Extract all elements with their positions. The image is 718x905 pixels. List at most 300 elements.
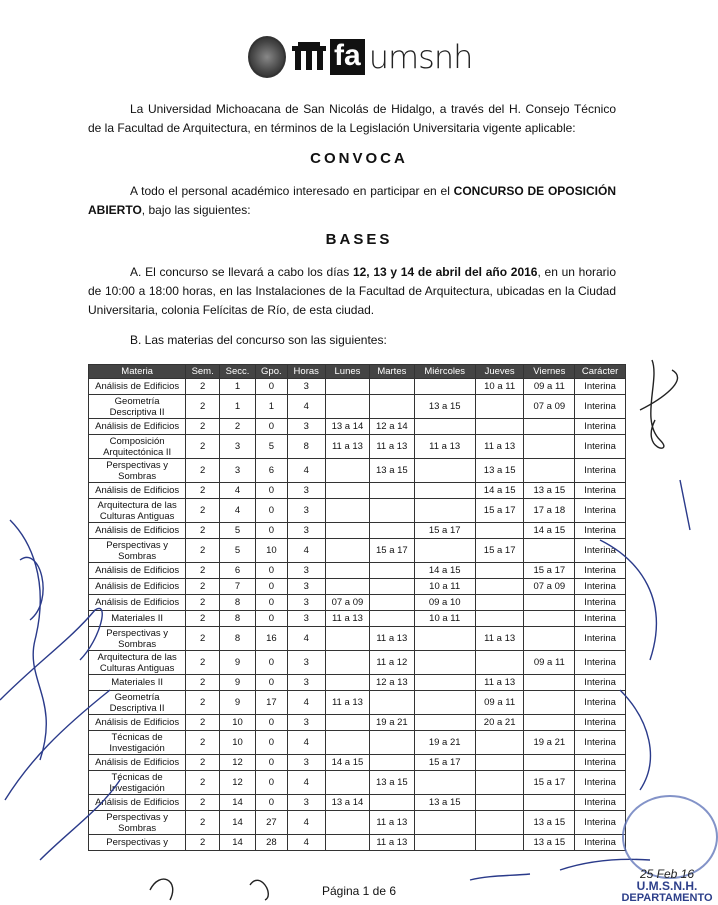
base-b-text: Las materias del concurso son las siguientes:	[141, 333, 387, 347]
table-cell: 0	[256, 483, 288, 499]
table-cell: 9	[220, 691, 256, 715]
materias-table	[88, 364, 626, 851]
table-cell: 8	[220, 611, 256, 627]
base-a-dates: 12, 13 y 14 de abril del año 2016	[352, 265, 538, 279]
table-cell	[524, 715, 575, 731]
page-footer: Página 1 de 6	[321, 884, 397, 898]
base-a-text-1: El concurso se llevará a cabo los días	[141, 265, 353, 279]
table-cell: 2	[186, 811, 220, 835]
table-cell	[524, 595, 575, 611]
cell-materia: Perspectivas y Sombras	[89, 459, 186, 483]
table-row	[89, 835, 626, 851]
table-cell: 10	[220, 715, 256, 731]
table-cell	[370, 523, 414, 539]
cell-materia: Técnicas de Investigación	[89, 771, 186, 795]
table-cell: 13 a 15	[524, 483, 575, 499]
col-header: Horas	[287, 365, 325, 379]
table-row	[89, 435, 626, 459]
table-cell: Interina	[575, 539, 626, 563]
table-cell: Interina	[575, 691, 626, 715]
table-cell: 11 a 13	[325, 611, 369, 627]
table-cell: 16	[256, 627, 288, 651]
table-cell	[524, 459, 575, 483]
table-cell: 1	[220, 395, 256, 419]
table-cell: 3	[287, 755, 325, 771]
table-cell: Interina	[575, 523, 626, 539]
col-header: Martes	[370, 365, 414, 379]
cell-materia: Análisis de Edificios	[89, 483, 186, 499]
table-cell: 3	[287, 595, 325, 611]
table-cell	[524, 675, 575, 691]
table-cell: 8	[220, 627, 256, 651]
table-cell: 3	[287, 419, 325, 435]
table-row	[89, 523, 626, 539]
table-cell	[414, 627, 475, 651]
table-cell: 4	[287, 771, 325, 795]
table-row	[89, 395, 626, 419]
table-cell: 2	[186, 627, 220, 651]
table-cell: 14 a 15	[475, 483, 524, 499]
table-cell	[475, 579, 524, 595]
table-cell: 2	[186, 771, 220, 795]
table-cell: Interina	[575, 811, 626, 835]
table-cell	[414, 459, 475, 483]
table-cell: 3	[287, 523, 325, 539]
cell-materia: Análisis de Edificios	[89, 755, 186, 771]
cell-materia: Análisis de Edificios	[89, 715, 186, 731]
table-cell: 15 a 17	[414, 523, 475, 539]
col-header: Materia	[89, 365, 186, 379]
table-row	[89, 731, 626, 755]
table-cell: 4	[220, 499, 256, 523]
table-cell: 2	[186, 675, 220, 691]
table-cell: 3	[287, 563, 325, 579]
table-cell: Interina	[575, 795, 626, 811]
convocatoria-paragraph	[88, 182, 616, 220]
table-cell	[475, 731, 524, 755]
table-cell: 15 a 17	[414, 755, 475, 771]
convocatoria-post: , bajo las siguientes:	[141, 203, 251, 217]
table-row	[89, 755, 626, 771]
col-header: Lunes	[325, 365, 369, 379]
table-cell: 5	[220, 539, 256, 563]
table-cell	[414, 539, 475, 563]
col-header: Gpo.	[256, 365, 288, 379]
table-cell: Interina	[575, 435, 626, 459]
table-cell: 09 a 11	[524, 651, 575, 675]
base-b-paragraph	[88, 331, 616, 350]
table-cell: 4	[287, 835, 325, 851]
table-cell: 2	[186, 731, 220, 755]
table-cell: 10 a 11	[475, 379, 524, 395]
table-cell: 19 a 21	[524, 731, 575, 755]
table-cell	[475, 563, 524, 579]
table-cell: 19 a 21	[414, 731, 475, 755]
table-cell	[524, 627, 575, 651]
base-a-paragraph	[88, 263, 616, 320]
cell-materia: Análisis de Edificios	[89, 795, 186, 811]
convoca-heading: CONVOCA	[310, 150, 408, 167]
table-cell	[325, 483, 369, 499]
table-cell	[475, 523, 524, 539]
table-cell: 0	[256, 715, 288, 731]
table-cell: 14 a 15	[325, 755, 369, 771]
table-cell: 11 a 13	[475, 675, 524, 691]
table-cell: 12	[220, 771, 256, 795]
table-cell: 4	[287, 811, 325, 835]
table-cell: 0	[256, 675, 288, 691]
table-cell: 1	[220, 379, 256, 395]
table-cell: 09 a 11	[475, 691, 524, 715]
table-cell	[325, 771, 369, 795]
table-row	[89, 771, 626, 795]
table-cell: 11 a 13	[325, 435, 369, 459]
table-row	[89, 795, 626, 811]
table-row	[89, 499, 626, 523]
col-header: Viernes	[524, 365, 575, 379]
cell-materia: Técnicas de Investigación	[89, 731, 186, 755]
table-cell: Interina	[575, 379, 626, 395]
table-cell: 7	[220, 579, 256, 595]
table-cell	[524, 755, 575, 771]
table-cell: 3	[287, 579, 325, 595]
table-cell: 3	[287, 715, 325, 731]
table-cell	[370, 611, 414, 627]
table-row	[89, 675, 626, 691]
table-cell: 09 a 11	[524, 379, 575, 395]
cell-materia: Análisis de Edificios	[89, 563, 186, 579]
table-cell	[414, 835, 475, 851]
table-cell: 13 a 15	[370, 771, 414, 795]
table-cell: Interina	[575, 611, 626, 627]
table-cell: 2	[186, 715, 220, 731]
table-cell: 09 a 10	[414, 595, 475, 611]
table-cell: 11 a 12	[370, 651, 414, 675]
table-cell: 17	[256, 691, 288, 715]
table-cell: Interina	[575, 627, 626, 651]
cell-materia: Análisis de Edificios	[89, 595, 186, 611]
table-cell: 11 a 13	[370, 835, 414, 851]
table-cell	[475, 419, 524, 435]
stamp-org: U.M.S.N.H.	[636, 879, 698, 893]
table-row	[89, 715, 626, 731]
table-cell: 4	[220, 483, 256, 499]
table-cell: Interina	[575, 651, 626, 675]
table-cell	[325, 731, 369, 755]
table-cell: Interina	[575, 499, 626, 523]
table-cell	[325, 539, 369, 563]
table-cell: 0	[256, 579, 288, 595]
col-header: Carácter	[575, 365, 626, 379]
convocatoria-bold: CONCURSO DE OPOSICIÓN ABIERTO	[88, 184, 616, 217]
table-cell: 0	[256, 771, 288, 795]
table-cell	[475, 795, 524, 811]
table-cell: 6	[256, 459, 288, 483]
table-cell	[475, 611, 524, 627]
table-row	[89, 379, 626, 395]
table-cell: 27	[256, 811, 288, 835]
table-cell: 07 a 09	[325, 595, 369, 611]
table-cell: 4	[287, 539, 325, 563]
table-cell	[325, 675, 369, 691]
col-header: Miércoles	[414, 365, 475, 379]
table-cell: 2	[186, 379, 220, 395]
university-seal-icon	[248, 36, 286, 78]
table-row	[89, 459, 626, 483]
table-cell	[414, 715, 475, 731]
table-cell: Interina	[575, 563, 626, 579]
table-cell: 4	[287, 627, 325, 651]
table-cell	[370, 563, 414, 579]
table-cell: 13 a 15	[475, 459, 524, 483]
table-cell: 3	[287, 379, 325, 395]
table-cell: 2	[186, 795, 220, 811]
table-cell	[325, 811, 369, 835]
table-cell: Interina	[575, 595, 626, 611]
table-cell: 9	[220, 651, 256, 675]
table-cell: 0	[256, 731, 288, 755]
table-cell	[370, 691, 414, 715]
table-cell: Interina	[575, 419, 626, 435]
table-cell: 0	[256, 595, 288, 611]
table-row	[89, 627, 626, 651]
table-cell	[414, 379, 475, 395]
cell-materia: Perspectivas y Sombras	[89, 539, 186, 563]
table-cell	[325, 459, 369, 483]
table-cell	[325, 715, 369, 731]
table-cell: 17 a 18	[524, 499, 575, 523]
table-cell: 11 a 13	[475, 435, 524, 459]
table-cell: 19 a 21	[370, 715, 414, 731]
stamp-date: 25 Feb 16	[639, 867, 695, 881]
table-cell: 0	[256, 499, 288, 523]
table-cell: 15 a 17	[524, 771, 575, 795]
table-cell: 2	[186, 691, 220, 715]
table-cell: Interina	[575, 395, 626, 419]
table-cell: 2	[186, 459, 220, 483]
table-cell: 6	[220, 563, 256, 579]
table-cell	[475, 595, 524, 611]
table-cell	[524, 419, 575, 435]
cell-materia: Materiales II	[89, 675, 186, 691]
table-cell: 5	[256, 435, 288, 459]
table-cell: Interina	[575, 459, 626, 483]
table-cell: 07 a 09	[524, 395, 575, 419]
base-a-text-2: , en un horario de 10:00 a 18:00 horas, en las Instalaciones de la Facultad de Arquitectura, ubicadas en la Ciudad Universitaria, colonia Felícitas de Río, de esta ciudad.	[88, 265, 617, 317]
table-cell	[524, 539, 575, 563]
cell-materia: Geometría Descriptiva II	[89, 395, 186, 419]
cell-materia: Materiales II	[89, 611, 186, 627]
table-cell	[414, 811, 475, 835]
table-cell	[475, 755, 524, 771]
table-cell: 0	[256, 419, 288, 435]
table-cell: 11 a 13	[325, 691, 369, 715]
table-cell	[370, 395, 414, 419]
table-cell	[414, 651, 475, 675]
table-cell: 12 a 13	[370, 675, 414, 691]
table-cell	[325, 499, 369, 523]
col-header: Jueves	[475, 365, 524, 379]
institution-logo	[248, 36, 472, 78]
table-row	[89, 483, 626, 499]
col-header: Sem.	[186, 365, 220, 379]
table-cell: 2	[186, 419, 220, 435]
table-cell: 2	[220, 419, 256, 435]
cell-materia: Perspectivas y Sombras	[89, 627, 186, 651]
table-cell: 11 a 13	[370, 811, 414, 835]
table-cell: 2	[186, 611, 220, 627]
table-cell	[325, 835, 369, 851]
table-cell: 3	[287, 611, 325, 627]
table-cell: 11 a 13	[370, 627, 414, 651]
table-cell: 12	[220, 755, 256, 771]
table-cell: 1	[256, 395, 288, 419]
table-cell: Interina	[575, 715, 626, 731]
table-cell: 3	[287, 483, 325, 499]
table-cell: 2	[186, 595, 220, 611]
table-cell: 8	[287, 435, 325, 459]
cell-materia: Perspectivas y Sombras	[89, 811, 186, 835]
table-cell: 14	[220, 811, 256, 835]
table-row	[89, 651, 626, 675]
table-cell: 10 a 11	[414, 579, 475, 595]
table-cell	[414, 691, 475, 715]
table-cell: 2	[186, 499, 220, 523]
table-cell: 0	[256, 379, 288, 395]
table-cell: 2	[186, 651, 220, 675]
stamp-dept: DEPARTAMENTO	[621, 892, 713, 904]
table-cell: 4	[287, 459, 325, 483]
table-cell: 13 a 14	[325, 795, 369, 811]
table-cell: 2	[186, 835, 220, 851]
table-cell: 12 a 14	[370, 419, 414, 435]
cell-materia: Análisis de Edificios	[89, 523, 186, 539]
table-cell: 13 a 15	[414, 395, 475, 419]
table-cell: Interina	[575, 731, 626, 755]
bases-heading: BASES	[325, 231, 393, 248]
table-cell: 4	[287, 691, 325, 715]
table-cell	[325, 523, 369, 539]
table-cell	[414, 675, 475, 691]
table-cell	[325, 563, 369, 579]
table-cell	[524, 691, 575, 715]
table-row	[89, 579, 626, 595]
table-cell: 11 a 13	[370, 435, 414, 459]
table-cell: 2	[186, 435, 220, 459]
table-cell	[370, 483, 414, 499]
table-row	[89, 595, 626, 611]
table-cell: 0	[256, 611, 288, 627]
table-cell	[414, 499, 475, 523]
table-cell: 15 a 17	[524, 563, 575, 579]
table-cell: Interina	[575, 835, 626, 851]
table-cell	[475, 651, 524, 675]
faculty-mark	[292, 38, 472, 76]
table-cell	[325, 395, 369, 419]
table-cell	[475, 835, 524, 851]
table-cell	[370, 795, 414, 811]
table-cell: Interina	[575, 579, 626, 595]
table-cell: 2	[186, 483, 220, 499]
table-cell: 3	[287, 651, 325, 675]
table-cell: 3	[287, 795, 325, 811]
table-row	[89, 563, 626, 579]
table-cell	[325, 651, 369, 675]
table-cell: 0	[256, 651, 288, 675]
table-cell: 15 a 17	[475, 539, 524, 563]
cell-materia: Análisis de Edificios	[89, 419, 186, 435]
base-a-label: A.	[130, 265, 142, 279]
table-cell: 2	[186, 579, 220, 595]
logo-text: umsnh	[368, 38, 473, 76]
table-cell	[475, 395, 524, 419]
table-cell: 13 a 15	[414, 795, 475, 811]
table-cell: 10	[220, 731, 256, 755]
table-cell	[524, 611, 575, 627]
col-header: Secc.	[220, 365, 256, 379]
table-row	[89, 419, 626, 435]
table-cell	[414, 419, 475, 435]
table-cell: 3	[287, 675, 325, 691]
table-cell: 5	[220, 523, 256, 539]
table-row	[89, 811, 626, 835]
table-cell: 3	[220, 435, 256, 459]
table-cell	[414, 483, 475, 499]
table-cell	[325, 627, 369, 651]
table-cell: 3	[287, 499, 325, 523]
architecture-arch-icon	[292, 42, 326, 72]
cell-materia: Análisis de Edificios	[89, 379, 186, 395]
table-cell	[370, 595, 414, 611]
table-cell: 9	[220, 675, 256, 691]
table-cell: 20 a 21	[475, 715, 524, 731]
table-cell: Interina	[575, 483, 626, 499]
table-cell: 11 a 13	[414, 435, 475, 459]
table-cell	[370, 731, 414, 755]
table-cell: 13 a 15	[370, 459, 414, 483]
logo-fa: fa	[330, 39, 365, 75]
table-cell: 28	[256, 835, 288, 851]
table-cell: 13 a 14	[325, 419, 369, 435]
table-cell: 10 a 11	[414, 611, 475, 627]
table-cell	[475, 771, 524, 795]
base-b-label: B.	[130, 333, 142, 347]
table-cell: 13 a 15	[524, 835, 575, 851]
table-cell: 07 a 09	[524, 579, 575, 595]
cell-materia: Arquitectura de las Culturas Antiguas	[89, 651, 186, 675]
table-cell	[370, 579, 414, 595]
table-cell: Interina	[575, 771, 626, 795]
table-cell: 11 a 13	[475, 627, 524, 651]
cell-materia: Perspectivas y	[89, 835, 186, 851]
table-header-row	[89, 365, 626, 379]
cell-materia: Geometría Descriptiva II	[89, 691, 186, 715]
table-cell: 2	[186, 523, 220, 539]
table-cell	[370, 755, 414, 771]
table-cell	[325, 579, 369, 595]
table-cell: 3	[220, 459, 256, 483]
table-cell: 0	[256, 795, 288, 811]
table-cell	[524, 435, 575, 459]
table-cell: 15 a 17	[370, 539, 414, 563]
table-cell: 0	[256, 523, 288, 539]
table-cell: 14 a 15	[414, 563, 475, 579]
table-cell: 2	[186, 563, 220, 579]
table-cell	[370, 499, 414, 523]
table-cell: 14	[220, 835, 256, 851]
table-cell: 13 a 15	[524, 811, 575, 835]
table-cell: 2	[186, 395, 220, 419]
